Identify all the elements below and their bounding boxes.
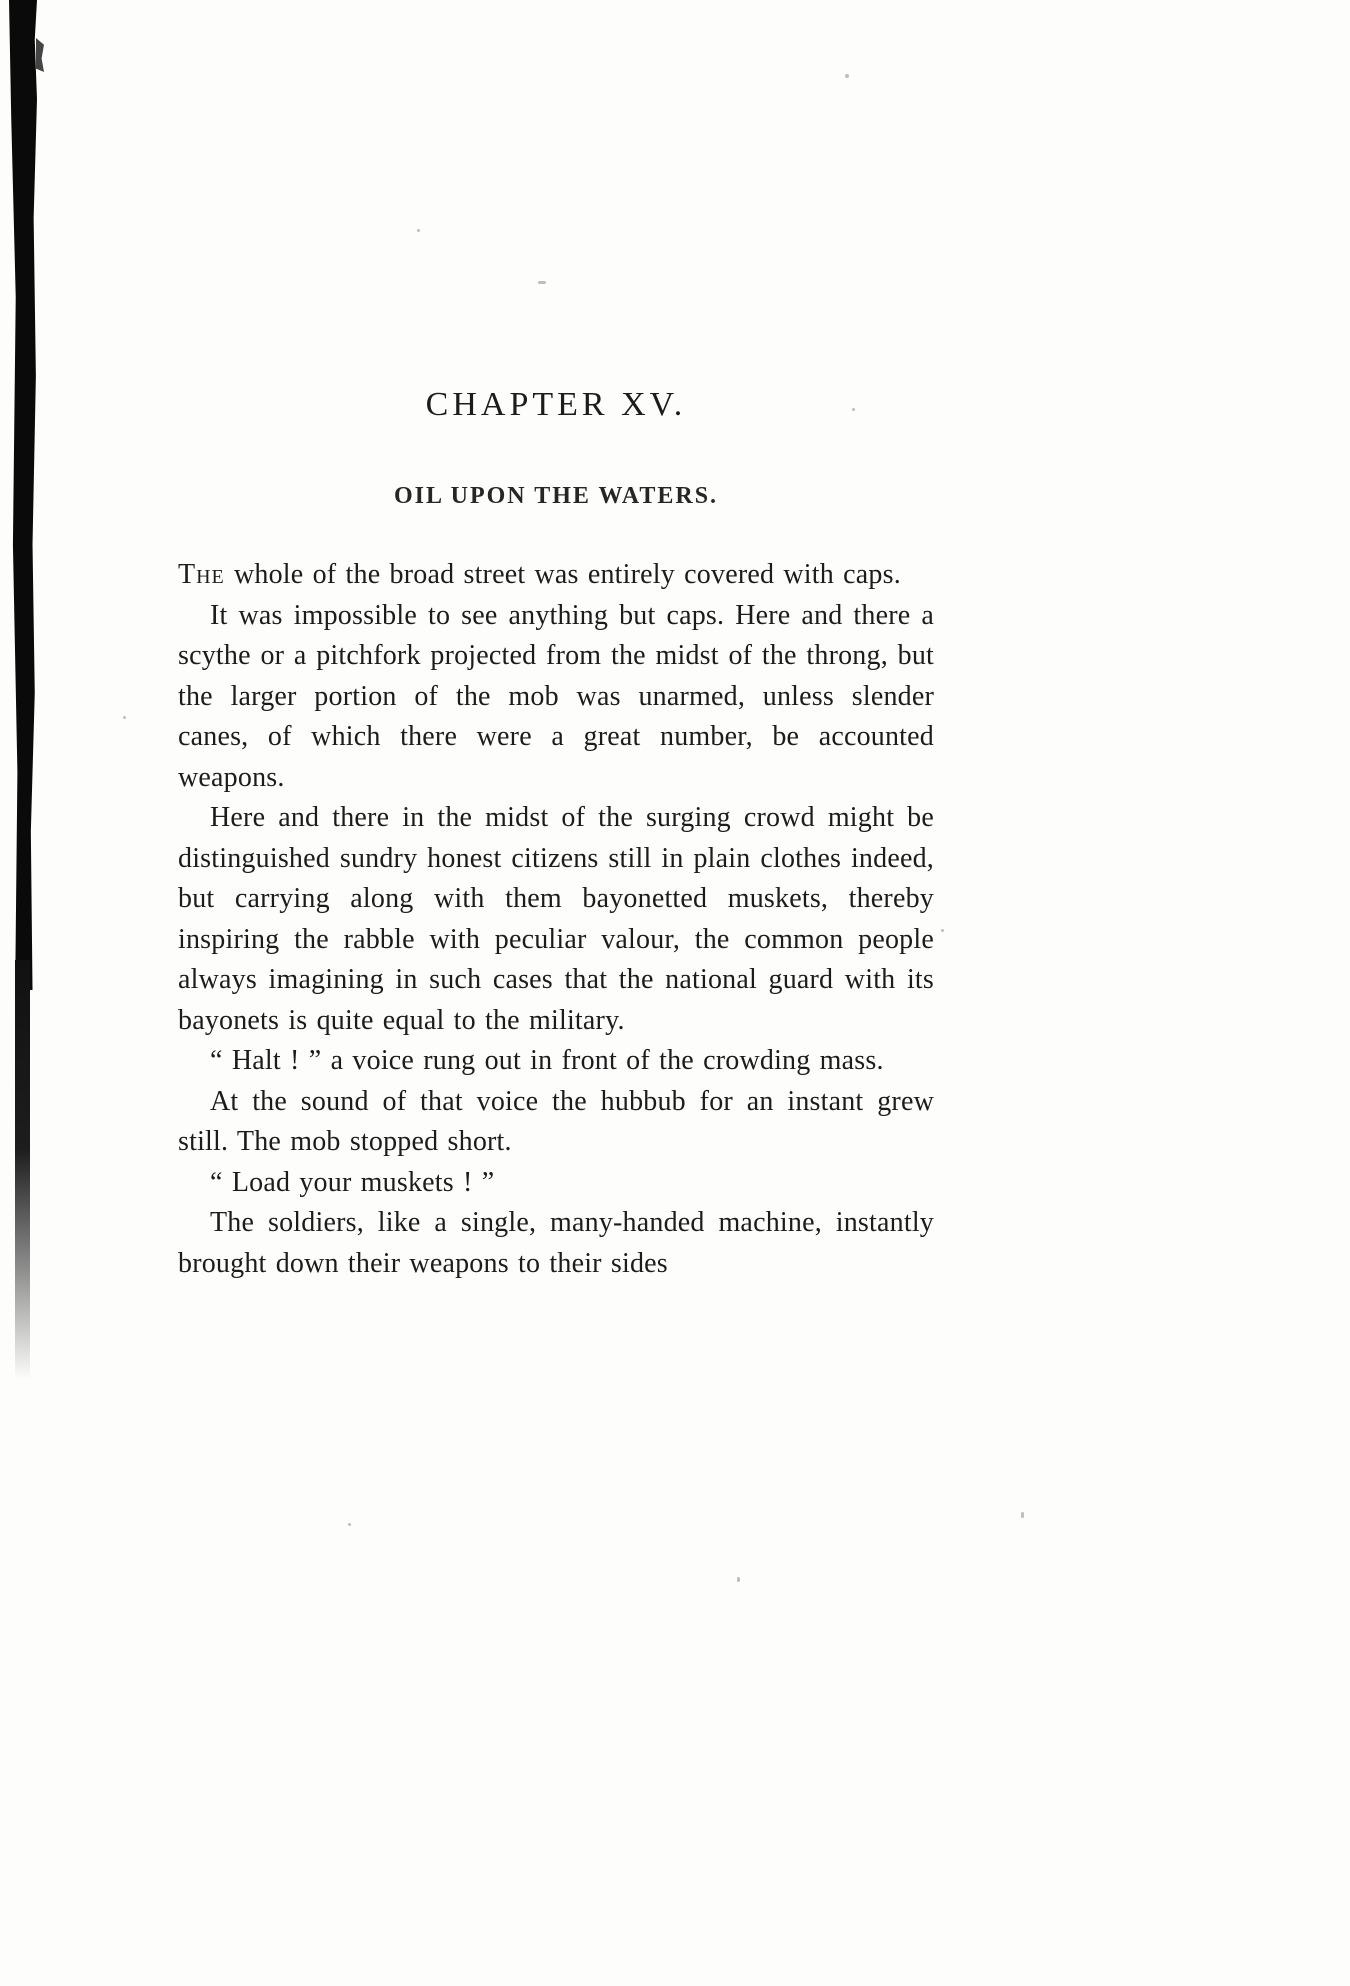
paragraph: It was impossible to see anything but caps. Here and there a scythe or a pitchfork projected from the midst of the throng, but the larger portion of the mob was unarmed, unless slender canes, of which there were a great number, be accounted weapons. [178, 599, 934, 793]
scan-speck [538, 281, 546, 284]
scan-speck [737, 1577, 740, 1582]
scan-speck [1021, 1512, 1024, 1518]
scan-speck [123, 716, 126, 719]
small-caps-lead: The [178, 559, 225, 590]
binding-notch [36, 38, 44, 72]
binding-shadow-fade [15, 960, 30, 1380]
scan-speck [941, 929, 944, 932]
chapter-heading: CHAPTER XV. [425, 386, 687, 423]
binding-shadow [9, 0, 37, 990]
paragraph: “ Halt ! ” a voice rung out in front of the crowding mass. [210, 1045, 884, 1076]
scan-speck [845, 74, 849, 78]
section-title: OIL UPON THE WATERS. [393, 483, 719, 509]
scan-speck [417, 229, 420, 232]
page-content [178, 385, 934, 1284]
paragraph: The whole of the broad street was entirely covered with caps. [178, 559, 901, 590]
body-text [178, 555, 934, 1284]
scan-speck [852, 408, 855, 411]
scan-speck [348, 1523, 351, 1526]
paragraph: At the sound of that voice the hubbub for an instant grew still. The mob stopped short. [178, 1085, 934, 1157]
paragraph: “ Load your muskets ! ” [210, 1166, 495, 1198]
paragraph: The soldiers, like a single, many-handed machine, instantly brought down their weapons to their sides [178, 1207, 934, 1279]
paragraph: Here and there in the midst of the surging crowd might be distinguished sundry honest citizens still in plain clothes indeed, but carrying along with them bayonetted muskets, thereby inspiring the rabble with peculiar valour, the common people always imagining in such cases that the national guard with its bayonets is quite equal to the military. [178, 802, 934, 1036]
